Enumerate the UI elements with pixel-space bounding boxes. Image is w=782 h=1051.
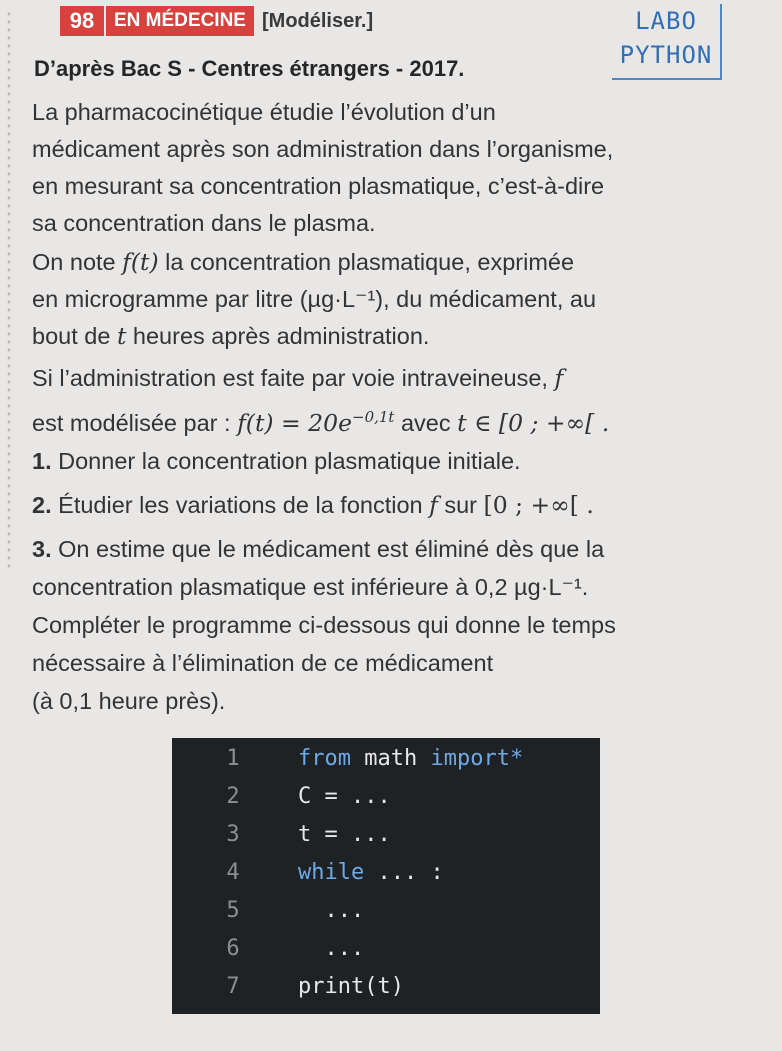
function-notation: f(t) <box>122 248 159 276</box>
intro-line-4: sa concentration dans le plasma. <box>32 210 376 236</box>
model-line-2: est modélisée par : $f(t) = 20e^{-0,1t}$ avec t ∈ [0 ; +∞[ . <box>32 408 610 437</box>
margin-dots <box>6 10 12 570</box>
question-3-line-4: nécessaire à l’élimination de ce médicament <box>32 650 494 676</box>
model-line-1: Si l’administration est faite par voie intraveineuse, f <box>32 364 564 392</box>
exercise-source: D’après Bac S - Centres étrangers - 2017. <box>34 56 465 81</box>
intro-line-3: en mesurant sa concentration plasmatique, c’est-à-dire <box>32 173 605 199</box>
domain-interval: t ∈ [0 ; +∞[ . <box>457 408 610 437</box>
definition-line-2: en microgramme par litre (µg·L⁻¹), du médicament, au <box>32 286 597 312</box>
code-line: 6 ... <box>226 936 365 961</box>
code-line: 5 ... <box>226 898 365 923</box>
intro-line-1: La pharmacocinétique étudie l’évolution d’un <box>32 99 496 125</box>
labo-label: LABO <box>635 7 697 35</box>
python-code-block <box>172 738 600 1014</box>
code-line: 2 C = ... <box>226 784 391 809</box>
definition-line-3: bout de t heures après administration. <box>32 322 430 350</box>
question-1: 1. Donner la concentration plasmatique initiale. <box>32 448 521 474</box>
question-3-line-1: 3. On estime que le médicament est éliminé dès que la <box>32 536 605 562</box>
code-line: 1 from math import* <box>226 746 524 771</box>
intro-line-2: médicament après son administration dans l’organisme, <box>32 136 614 162</box>
question-3-line-3: Compléter le programme ci-dessous qui donne le temps <box>32 612 616 638</box>
labo-python-logo <box>612 4 722 80</box>
code-line: 7 print(t) <box>226 974 404 999</box>
question-3-line-2: concentration plasmatique est inférieure à 0,2 µg·L⁻¹. <box>32 574 589 600</box>
exercise-theme-badge: EN MÉDECINE <box>106 6 254 36</box>
question-3-line-5: (à 0,1 heure près). <box>32 688 226 714</box>
model-formula: f(t) = 20e <box>237 408 352 437</box>
code-line: 4 while ... : <box>226 860 444 885</box>
python-label: PYTHON <box>619 41 713 69</box>
code-line: 3 t = ... <box>226 822 391 847</box>
definition-line-1: On note f(t) la concentration plasmatique, exprimée <box>32 248 575 276</box>
exercise-number-badge: 98 <box>60 6 104 36</box>
skill-tag: [Modéliser.] <box>262 10 374 32</box>
question-2: 2. Étudier les variations de la fonction f sur [0 ; +∞[ . <box>32 491 594 519</box>
